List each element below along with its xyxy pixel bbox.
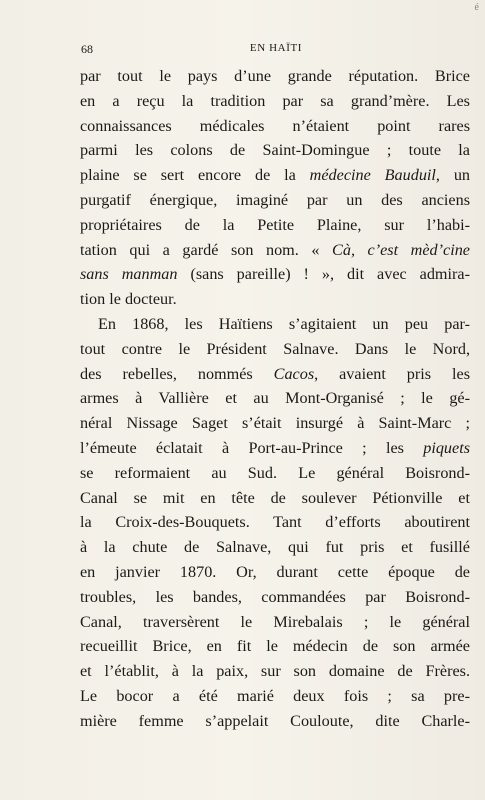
page-header bbox=[81, 42, 471, 58]
text-line: connaissances médicales n’étaient point rares bbox=[80, 116, 470, 135]
corner-mark: é bbox=[474, 2, 479, 13]
text-line: purgatif énergique, imaginé par un des anciens bbox=[80, 190, 470, 209]
text-line: recueillit Brice, en fit le médecin de son armée bbox=[80, 637, 470, 656]
text-line bbox=[80, 436, 470, 461]
paragraph-2 bbox=[80, 312, 470, 734]
paragraph-1 bbox=[80, 64, 470, 312]
italic-quote: Cà, c’est mèd’cine bbox=[332, 240, 470, 259]
italic-term: Cacos bbox=[273, 364, 315, 383]
italic-term: médecine Bauduil bbox=[309, 166, 436, 185]
text-line: Le bocor a été marié deux fois ; sa pre- bbox=[80, 686, 470, 705]
text-line: parmi les colons de Saint-Domingue ; toute la bbox=[80, 141, 470, 160]
text-line: en a reçu la tradition par sa grand’mère. Les bbox=[80, 91, 470, 110]
text-line: et l’établit, à la paix, sur son domaine de Frères. bbox=[80, 662, 470, 681]
text-line: Canal, traversèrent le Mirebalais ; le général bbox=[80, 612, 470, 631]
text-line: la Croix-des-Bouquets. Tant d’efforts aboutirent bbox=[80, 513, 470, 532]
text-line: à la chute de Salnave, qui fut pris et fusillé bbox=[80, 538, 470, 557]
text-span: , un bbox=[435, 166, 470, 185]
text-line: en janvier 1870. Or, durant cette époque de bbox=[80, 562, 470, 581]
text-line bbox=[80, 238, 470, 263]
italic-quote: sans manman bbox=[80, 265, 178, 284]
italic-term: piquets bbox=[423, 438, 470, 457]
text-line bbox=[80, 362, 470, 387]
text-span: tation qui a gardé son nom. « bbox=[80, 240, 333, 259]
text-line bbox=[80, 262, 470, 287]
text-span: l’émeute éclatait à Port-au-Prince ; les bbox=[80, 438, 424, 457]
text-span: plaine se sert encore de la bbox=[80, 166, 310, 185]
running-head: EN HAÏTI bbox=[249, 42, 303, 54]
text-line: armes à Vallière et au Mont-Organisé ; le gé- bbox=[80, 389, 470, 408]
text-line: En 1868, les Haïtiens s’agitaient un peu par- bbox=[98, 314, 470, 333]
text-span: des rebelles, nommés bbox=[80, 364, 274, 383]
text-span: (sans pareille) ! », dit avec admira- bbox=[177, 265, 470, 284]
body-text bbox=[80, 64, 470, 734]
text-line: néral Nissage Saget s’était insurgé à Saint-Marc ; bbox=[80, 414, 470, 433]
text-line bbox=[80, 163, 470, 188]
text-line: mière femme s’appelait Couloute, dite Charle- bbox=[80, 711, 470, 730]
text-line: propriétaires de la Petite Plaine, sur l’habi- bbox=[80, 215, 470, 234]
text-span: , avaient pris les bbox=[314, 364, 471, 383]
text-line: Canal se mit en tête de soulever Pétionville et bbox=[80, 488, 470, 507]
text-line: troubles, les bandes, commandées par Boisrond- bbox=[80, 587, 470, 606]
text-line: tion le docteur. bbox=[80, 290, 177, 309]
text-line: se reformaient au Sud. Le général Boisrond- bbox=[80, 463, 470, 482]
page-number: 68 bbox=[81, 42, 93, 56]
text-line: tout contre le Président Salnave. Dans le Nord, bbox=[80, 339, 470, 358]
text-line: par tout le pays d’une grande réputation. Brice bbox=[80, 67, 470, 85]
